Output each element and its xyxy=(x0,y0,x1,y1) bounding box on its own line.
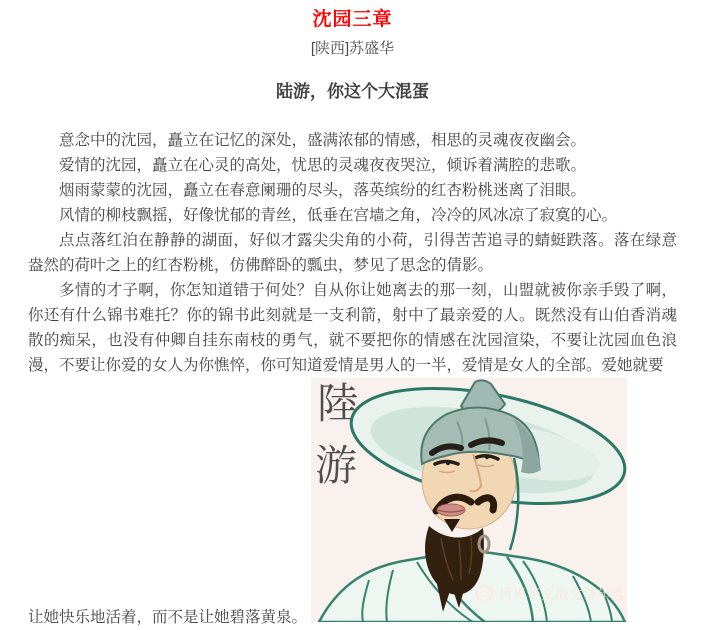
article-author: [陕西]苏盛华 xyxy=(310,40,395,57)
paragraph-4: 风情的柳枝飘摇，好像忧郁的青丝，低垂在宫墙之角，冷冷的风冰凉了寂寞的心。 xyxy=(59,207,618,224)
watermark-text: 世界华文散文诗年选 xyxy=(499,587,626,602)
final-paragraph xyxy=(28,378,677,630)
paragraph-5: 点点落红泊在静静的湖面，好似才露尖尖角的小荷，引得苦苦追寻的蜻蜓跌落。落在绿意盎然的荷叶之上的红杏粉桃，仿佛醉卧的瓢虫，梦见了思念的倩影。 xyxy=(28,232,677,274)
lips xyxy=(437,504,465,516)
luyou-illustration xyxy=(311,378,627,622)
paragraph-3: 烟雨蒙蒙的沈园，矗立在春意阑珊的尽头，落英缤纷的红杏粉桃迷离了泪眼。 xyxy=(59,182,587,199)
final-line-text: 让她快乐地活着，而不是让她碧落黄泉。 xyxy=(28,609,308,626)
paragraph-2: 爱情的沈园，矗立在心灵的高处，忧思的灵魂夜夜哭泣，倾诉着满腔的悲歌。 xyxy=(59,157,587,174)
paragraph-6: 多情的才子啊，你怎知道错于何处？自从你让她离去的那一刻，山盟就被你亲手毁了啊，你还有什么锦书难托？你的锦书此刻就是一支利箭，射中了最亲爱的人。既然没有山伯香消魂散的痴呆，也没有仲卿自挂东南枝的勇气，就不要把你的情感在沈园渲染，不要让沈园血色浪漫，不要让你爱的女人为你憔悴，你可知道爱情是男人的一半，爱情是女人的全部。爱她就要 xyxy=(28,282,677,374)
image-watermark xyxy=(476,585,625,602)
calligraphy-char-lu: 陸 xyxy=(317,379,360,428)
article-title: 沈园三章 xyxy=(312,9,393,30)
section-heading: 陆游，你这个大混蛋 xyxy=(276,82,429,101)
paragraph-1: 意念中的沈园，矗立在记忆的深处，盛满浓郁的情感，相思的灵魂夜夜幽会。 xyxy=(59,132,587,149)
article-body xyxy=(28,128,677,630)
calligraphy-char-you: 游 xyxy=(315,441,358,490)
